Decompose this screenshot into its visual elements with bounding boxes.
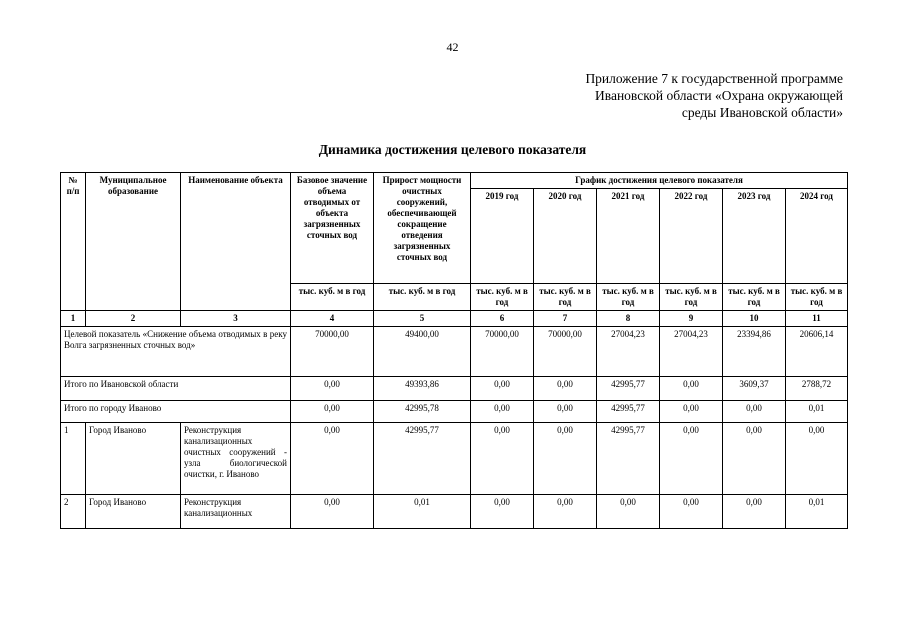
appendix-line-2: Ивановской области «Охрана окружающей <box>595 88 843 103</box>
header-schedule: График достижения целевого показателя <box>471 173 848 189</box>
cell-value: 0,01 <box>786 495 848 529</box>
cell-value: 27004,23 <box>597 327 660 377</box>
cell-value: 0,00 <box>534 495 597 529</box>
unit-year: тыс. куб. м в год <box>471 284 534 311</box>
cell-value: 0,00 <box>723 495 786 529</box>
row-municipality: Город Иваново <box>86 495 181 529</box>
cell-value: 42995,77 <box>374 423 471 495</box>
column-number: 1 <box>61 311 86 327</box>
cell-value: 0,01 <box>374 495 471 529</box>
cell-value: 23394,86 <box>723 327 786 377</box>
cell-value: 42995,77 <box>597 423 660 495</box>
table-row-item-1 <box>61 423 848 495</box>
cell-value: 20606,14 <box>786 327 848 377</box>
cell-value: 0,00 <box>660 495 723 529</box>
cell-value: 27004,23 <box>660 327 723 377</box>
column-number: 10 <box>723 311 786 327</box>
target-indicator-table <box>60 172 848 529</box>
row-number: 2 <box>61 495 86 529</box>
cell-value: 0,00 <box>534 401 597 423</box>
header-growth: Прирост мощности очистных сооружений, обеспечивающей сокращение отведения загрязненных сточных вод <box>374 173 471 284</box>
appendix-line-1: Приложение 7 к государственной программе <box>585 71 843 86</box>
row-label: Итого по Ивановской области <box>61 377 291 401</box>
header-year: 2024 год <box>786 189 848 284</box>
cell-value: 0,00 <box>660 377 723 401</box>
cell-value: 49393,86 <box>374 377 471 401</box>
unit-year: тыс. куб. м в год <box>534 284 597 311</box>
cell-value: 42995,78 <box>374 401 471 423</box>
cell-value: 2788,72 <box>786 377 848 401</box>
cell-value: 0,00 <box>597 495 660 529</box>
row-label: Целевой показатель «Снижение объема отводимых в реку Волга загрязненных сточных вод» <box>61 327 291 377</box>
header-year: 2019 год <box>471 189 534 284</box>
cell-value: 0,00 <box>291 401 374 423</box>
cell-value: 42995,77 <box>597 401 660 423</box>
cell-value: 0,00 <box>660 423 723 495</box>
column-number: 11 <box>786 311 848 327</box>
cell-value: 0,00 <box>534 377 597 401</box>
document-title: Динамика достижения целевого показателя <box>318 142 587 157</box>
cell-value: 0,00 <box>471 495 534 529</box>
column-number: 3 <box>181 311 291 327</box>
column-number: 9 <box>660 311 723 327</box>
cell-value: 0,00 <box>723 401 786 423</box>
cell-value: 49400,00 <box>374 327 471 377</box>
cell-value: 0,01 <box>786 401 848 423</box>
cell-value: 70000,00 <box>291 327 374 377</box>
cell-value: 70000,00 <box>534 327 597 377</box>
unit-year: тыс. куб. м в год <box>723 284 786 311</box>
unit-base: тыс. куб. м в год <box>291 284 374 311</box>
header-year: 2022 год <box>660 189 723 284</box>
column-number: 7 <box>534 311 597 327</box>
column-number: 6 <box>471 311 534 327</box>
cell-value: 0,00 <box>471 401 534 423</box>
header-year: 2021 год <box>597 189 660 284</box>
column-numbers-row <box>61 311 848 327</box>
cell-value: 0,00 <box>291 377 374 401</box>
column-number: 4 <box>291 311 374 327</box>
unit-year: тыс. куб. м в год <box>660 284 723 311</box>
cell-value: 0,00 <box>786 423 848 495</box>
appendix-caption <box>585 70 843 121</box>
row-object: Реконструкция канализационных очистных сооружений - узла биологической очистки, г. Иваново <box>181 423 291 495</box>
header-municipality: Муниципальное образование <box>86 173 181 311</box>
cell-value: 0,00 <box>291 423 374 495</box>
row-number: 1 <box>61 423 86 495</box>
header-row <box>61 173 848 189</box>
row-municipality: Город Иваново <box>86 423 181 495</box>
unit-year: тыс. куб. м в год <box>597 284 660 311</box>
cell-value: 42995,77 <box>597 377 660 401</box>
column-number: 5 <box>374 311 471 327</box>
header-object: Наименование объекта <box>181 173 291 311</box>
table-row-item-2 <box>61 495 848 529</box>
table-row-target <box>61 327 848 377</box>
header-base: Базовое значение объема отводимых от объекта загрязненных сточных вод <box>291 173 374 284</box>
unit-year: тыс. куб. м в год <box>786 284 848 311</box>
cell-value: 3609,37 <box>723 377 786 401</box>
unit-growth: тыс. куб. м в год <box>374 284 471 311</box>
row-label: Итого по городу Иваново <box>61 401 291 423</box>
page-number: 42 <box>446 40 459 54</box>
cell-value: 0,00 <box>534 423 597 495</box>
row-object: Реконструкция канализационных <box>181 495 291 529</box>
cell-value: 0,00 <box>660 401 723 423</box>
cell-value: 70000,00 <box>471 327 534 377</box>
header-num: № п/п <box>61 173 86 311</box>
appendix-line-3: среды Ивановской области» <box>681 105 843 120</box>
column-number: 2 <box>86 311 181 327</box>
cell-value: 0,00 <box>723 423 786 495</box>
table-row-city-total <box>61 401 848 423</box>
column-number: 8 <box>597 311 660 327</box>
cell-value: 0,00 <box>291 495 374 529</box>
cell-value: 0,00 <box>471 377 534 401</box>
cell-value: 0,00 <box>471 423 534 495</box>
table-row-region-total <box>61 377 848 401</box>
header-year: 2023 год <box>723 189 786 284</box>
header-year: 2020 год <box>534 189 597 284</box>
